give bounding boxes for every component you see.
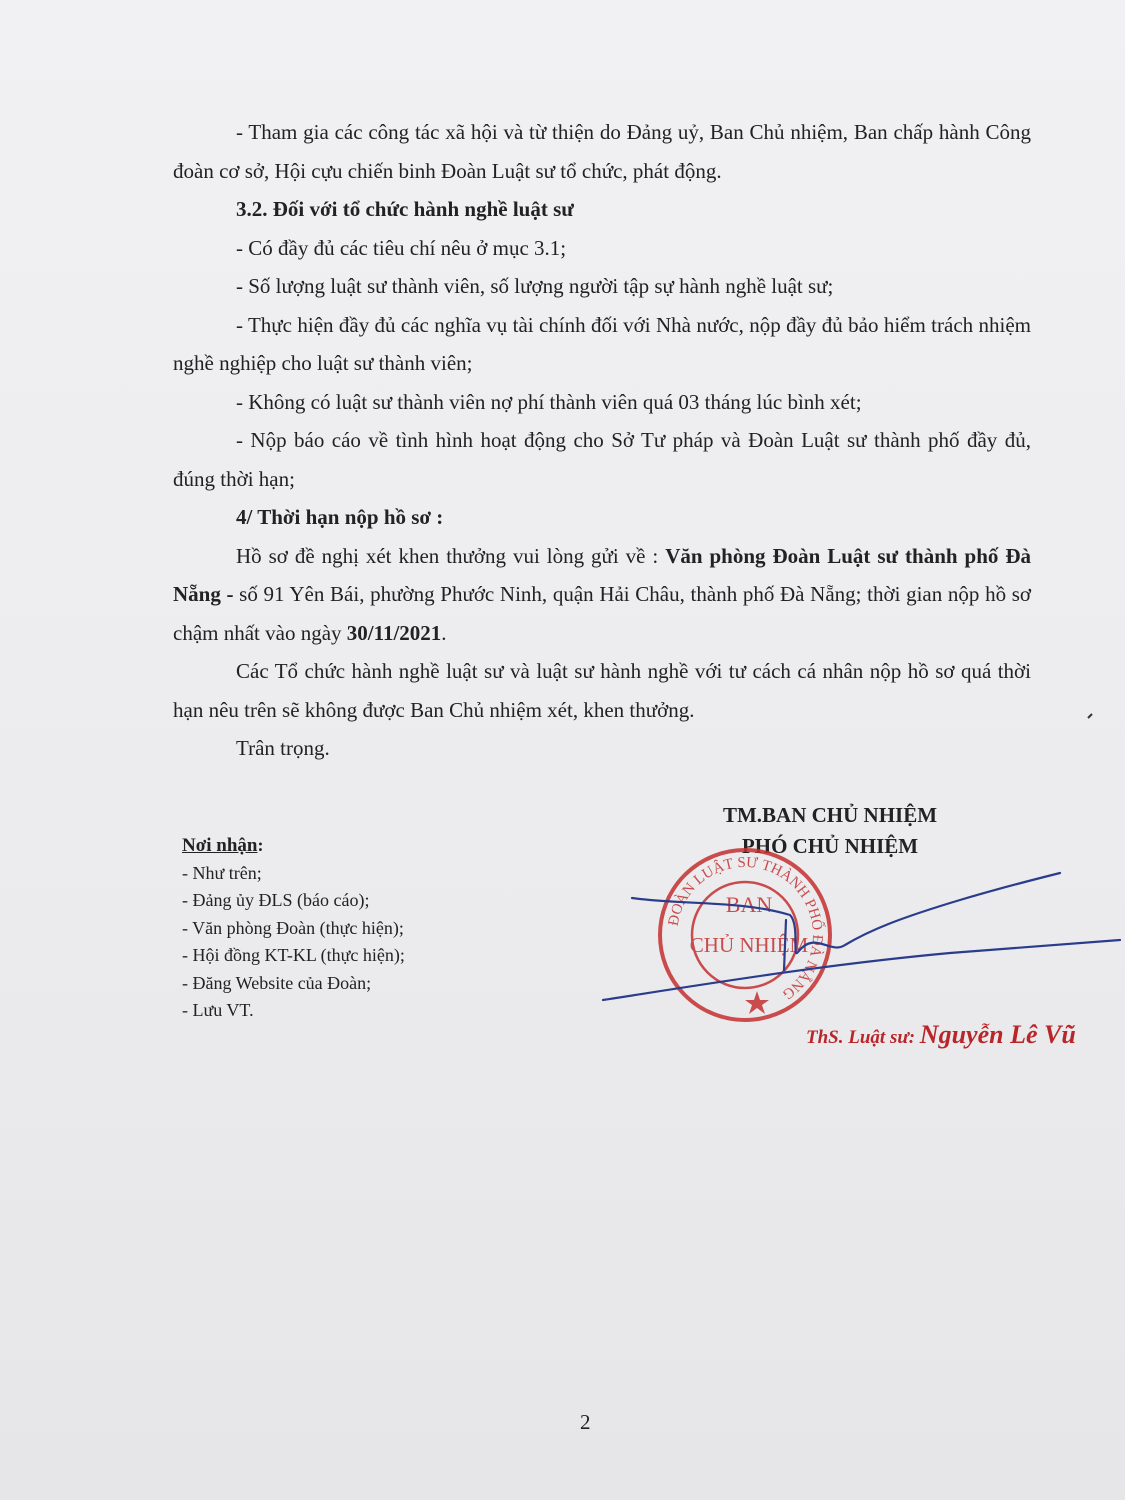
stamp-center-top: BAN bbox=[725, 892, 773, 917]
section-heading-3-2: 3.2. Đối với tổ chức hành nghề luật sư bbox=[236, 197, 574, 221]
recipient-item: - Như trên; bbox=[182, 862, 262, 883]
paragraph-social-activities: - Tham gia các công tác xã hội và từ thiện do Đảng uỷ, Ban Chủ nhiệm, Ban chấp hành Công đoàn cơ sở, Hội cựu chiến binh Đoàn Luật sư tổ chức, phát động. bbox=[173, 120, 1031, 183]
stamp-ring-textpath: ĐOÀN LUẬT SƯ THÀNH PHỐ ĐÀ NẴNG bbox=[665, 854, 826, 1003]
recipients-colon: : bbox=[257, 835, 264, 855]
signature-stroke-vertical bbox=[784, 920, 786, 970]
deadline-date: 30/11/2021 bbox=[346, 620, 442, 645]
recipient-item: - Lưu VT. bbox=[182, 1000, 254, 1020]
recipient-item: - Hội đồng KT-KL (thực hiện); bbox=[182, 945, 405, 965]
paragraph-member-count: - Số lượng luật sư thành viên, số lượng người tập sự hành nghề luật sư; bbox=[236, 274, 834, 298]
stamp-center-bottom: CHỦ NHIỆM bbox=[689, 933, 809, 957]
official-stamp bbox=[660, 850, 830, 1020]
submission-intro: Hồ sơ đề nghị xét khen thưởng vui lòng gửi về : bbox=[236, 543, 666, 568]
closing-regards: Trân trọng. bbox=[236, 736, 330, 760]
ink-speck bbox=[1088, 714, 1092, 718]
page-number: 2 bbox=[580, 1410, 591, 1434]
recipients-title: Nơi nhận bbox=[182, 835, 258, 856]
office-name: Văn phòng Đoàn Luật sư thành phố Đà Nẵng - bbox=[173, 543, 1031, 606]
signer-name: Nguyễn Lê Vũ bbox=[919, 1020, 1076, 1049]
paragraph-criteria-3-1: - Có đầy đủ các tiêu chí nêu ở mục 3.1; bbox=[236, 235, 567, 260]
paragraph-no-debt: - Không có luật sư thành viên nợ phí thành viên quá 03 tháng lúc bình xét; bbox=[236, 389, 862, 414]
signer-name-line bbox=[806, 1020, 1076, 1050]
stamp-ring-text bbox=[666, 855, 827, 1002]
recipient-item: - Đăng Website của Đoàn; bbox=[182, 972, 372, 993]
office-address: số 91 Yên Bái, phường Phước Ninh, quận Hải Châu, thành phố Đà Nẵng; thời gian nộp hồ sơ chậm nhất vào ngày bbox=[173, 582, 1032, 645]
signer-position: PHÓ CHỦ NHIỆM bbox=[741, 834, 919, 858]
paragraph-financial-obligations: - Thực hiện đầy đủ các nghĩa vụ tài chính đối với Nhà nước, nộp đầy đủ bảo hiểm trách nhiệm nghề nghiệp cho luật sư thành viên; bbox=[173, 312, 1031, 375]
signer-prefix: ThS. Luật sư: bbox=[806, 1027, 920, 1048]
stamp-star-icon bbox=[745, 991, 769, 1014]
recipient-item: - Đảng ủy ĐLS (báo cáo); bbox=[182, 890, 370, 910]
section-heading-4: 4/ Thời hạn nộp hồ sơ : bbox=[236, 505, 444, 529]
paragraph-report: - Nộp báo cáo về tình hình hoạt động cho Sở Tư pháp và Đoàn Luật sư thành phố đầy đủ, đúng thời hạn; bbox=[173, 428, 1031, 491]
recipient-item: - Văn phòng Đoàn (thực hiện); bbox=[182, 917, 404, 938]
signer-title: TM.BAN CHỦ NHIỆM bbox=[722, 803, 938, 827]
paragraph-late-submission: Các Tổ chức hành nghề luật sư và luật sư hành nghề với tư cách cá nhân nộp hồ sơ quá thời hạn nêu trên sẽ không được Ban Chủ nhiệm xét, khen thưởng. bbox=[173, 659, 1031, 722]
deadline-period: . bbox=[441, 620, 447, 645]
